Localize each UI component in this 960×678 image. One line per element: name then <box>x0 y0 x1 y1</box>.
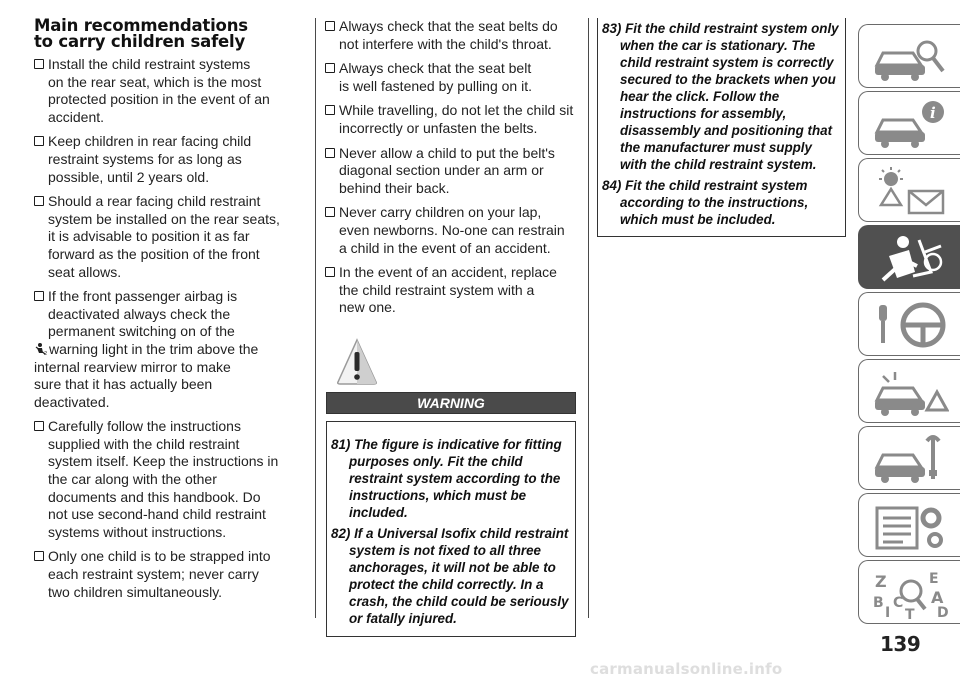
text-line: Always check that the seat belts do <box>339 18 558 34</box>
text-line: In the event of an accident, replace <box>339 264 557 281</box>
page-number: 139 <box>880 632 921 656</box>
checkbox-bullet-icon <box>325 21 334 31</box>
text-line: Install the child restraint systems <box>48 56 251 72</box>
column-divider-1 <box>315 18 316 618</box>
text-line: deactivated always check the <box>48 305 231 322</box>
key-steering-wheel-icon <box>869 299 949 351</box>
column-1 <box>34 18 306 608</box>
checkbox-bullet-icon <box>34 551 43 561</box>
text-line: If the front passenger airbag is <box>48 288 238 305</box>
list-item-text <box>339 145 577 198</box>
text-line: a child in the event of an accident. <box>339 239 551 256</box>
svg-text:i: i <box>930 104 936 122</box>
list-item <box>325 264 577 317</box>
text-line: internal rearview mirror to make <box>34 358 231 375</box>
text-line: Always check that the seat belt <box>339 60 532 77</box>
text-line: Should a rear facing child restraint <box>48 193 261 210</box>
text-line: restraint systems for as long as <box>48 150 242 167</box>
text-line <box>34 341 306 359</box>
list-item-text <box>48 56 306 126</box>
car-maintenance-icon <box>869 433 949 485</box>
text-line: it is advisable to position it as far <box>48 228 250 245</box>
list-item <box>34 288 306 411</box>
svg-text:2: 2 <box>44 350 48 356</box>
list-item-text <box>339 18 577 53</box>
alphabetical-index-icon <box>869 567 949 619</box>
warning-lights-message-icon <box>869 165 949 217</box>
section-title-line2: to carry children safely <box>34 32 246 51</box>
text-line: While travelling, do not let the child sit <box>339 102 574 119</box>
note-item: 82) If a Universal Isofix child restraint system is not fixed to all three anchorages, it will not be able to protect the child correctly. In a crash, the child could be seriously or fatally injured. <box>331 526 569 626</box>
text-line: the child restraint system with a <box>339 281 535 298</box>
warning-notes-list <box>331 436 571 627</box>
text-line: Never allow a child to put the belt's <box>339 144 555 161</box>
list-item <box>34 418 306 541</box>
technical-data-icon <box>869 500 949 552</box>
list-item-text <box>48 133 306 186</box>
car-breakdown-icon <box>869 366 949 418</box>
column-2 <box>325 18 577 324</box>
watermark: carmanualsonline.info <box>590 660 783 678</box>
text-line: two children simultaneously. <box>48 583 223 600</box>
svg-text:C: C <box>893 595 904 611</box>
list-item-text <box>339 264 577 317</box>
text-line: incorrectly or unfasten the belts. <box>339 119 538 136</box>
chapter-tab[interactable] <box>858 225 960 289</box>
text-line: behind their back. <box>339 179 450 196</box>
text-line: not interfere with the child's throat. <box>339 35 552 52</box>
text-line: supplied with the child restraint <box>48 435 240 452</box>
list-item <box>325 60 577 95</box>
chapter-tab[interactable] <box>858 493 960 557</box>
text-line: Carefully follow the instructions <box>48 418 241 435</box>
text-line: systems without instructions. <box>48 523 227 540</box>
text-line: diagonal section under an arm or <box>339 162 544 179</box>
checkbox-bullet-icon <box>325 148 334 158</box>
checkbox-bullet-icon <box>34 421 43 431</box>
warning-triangle-icon <box>336 338 378 386</box>
text-line: not use second-hand child restraint <box>48 506 266 523</box>
warning-header: WARNING <box>326 392 576 414</box>
svg-text:E: E <box>929 571 939 587</box>
text-line: Only one child is to be strapped into <box>48 548 271 565</box>
checkbox-bullet-icon <box>34 136 43 146</box>
text-line: documents and this handbook. Do <box>48 488 261 505</box>
list-item-text <box>34 288 306 411</box>
passenger-airbag-off-icon <box>34 342 48 356</box>
recommendations-list-2 <box>325 18 577 317</box>
airbag-seatbelt-icon <box>869 232 949 284</box>
checkbox-bullet-icon <box>325 63 334 73</box>
text-line: seat allows. <box>48 263 122 280</box>
svg-text:B: B <box>873 595 884 611</box>
svg-text:D: D <box>937 605 949 619</box>
text-line: protected position in the event of an <box>48 91 270 108</box>
text-line: Keep children in rear facing child <box>48 133 252 150</box>
chapter-tab[interactable] <box>858 158 960 222</box>
list-item <box>325 204 577 257</box>
list-item-text <box>48 548 306 601</box>
checkbox-bullet-icon <box>325 105 334 115</box>
list-item-text <box>339 60 577 95</box>
checkbox-bullet-icon <box>34 291 43 301</box>
chapter-tab[interactable] <box>858 560 960 624</box>
svg-text:I: I <box>885 605 891 619</box>
chapter-tab[interactable] <box>858 24 960 88</box>
list-item <box>325 18 577 53</box>
warning-box <box>326 421 576 637</box>
svg-text:A: A <box>931 588 944 607</box>
list-item-text <box>48 418 306 541</box>
list-item-text <box>339 102 577 137</box>
section-title <box>34 18 306 50</box>
text-line: forward as the position of the front <box>48 245 260 262</box>
notes-list <box>602 20 841 228</box>
note-item: 81) The figure is indicative for fitting purposes only. Fit the child restraint system according to the instructions, which must be included. <box>331 437 562 520</box>
checkbox-bullet-icon <box>34 196 43 206</box>
checkbox-bullet-icon <box>325 207 334 217</box>
text-line: is well fastened by pulling on it. <box>339 77 532 94</box>
text-line: deactivated. <box>34 393 110 410</box>
recommendations-list-1 <box>34 56 306 601</box>
svg-text:Z: Z <box>875 572 887 591</box>
list-item-text <box>339 204 577 257</box>
list-item <box>34 133 306 186</box>
list-item <box>325 145 577 198</box>
text-line-after-icon: warning light in the trim above the <box>49 340 259 357</box>
section-title-line1: Main recommendations <box>34 16 248 35</box>
svg-text:T: T <box>905 607 915 619</box>
text-line: system be installed on the rear seats, <box>48 210 280 227</box>
text-line: on the rear seat, which is the most <box>48 73 262 90</box>
list-item-text <box>48 193 306 281</box>
text-line: system itself. Keep the instructions in <box>48 453 279 470</box>
chapter-tab[interactable] <box>858 426 960 490</box>
checkbox-bullet-icon <box>325 267 334 277</box>
chapter-tab[interactable] <box>858 359 960 423</box>
text-line: even newborns. No-one can restrain <box>339 221 565 238</box>
list-item <box>34 56 306 126</box>
text-line: the car along with the other <box>48 471 217 488</box>
chapter-tab[interactable] <box>858 91 960 155</box>
list-item <box>325 102 577 137</box>
list-item <box>34 193 306 281</box>
checkbox-bullet-icon <box>34 59 43 69</box>
notes-box <box>597 18 846 237</box>
car-info-icon <box>869 98 949 150</box>
chapter-tab[interactable] <box>858 292 960 356</box>
column-divider-2 <box>588 18 589 618</box>
text-line: new one. <box>339 299 396 316</box>
car-search-icon <box>869 31 949 83</box>
text-line: accident. <box>48 108 105 125</box>
text-line: Never carry children on your lap, <box>339 204 542 221</box>
text-line: each restraint system; never carry <box>48 566 259 583</box>
text-line: sure that it has actually been <box>34 376 213 393</box>
note-item: 83) Fit the child restraint system only when the car is stationary. The child restraint system is correctly secured to the brackets when you hear the click. Follow the instructions for assembly, disassembly and positioning that the manufacturer must supply with the child restraint system. <box>602 21 839 172</box>
list-item <box>34 548 306 601</box>
note-item: 84) Fit the child restraint system according to the instructions, which must be included. <box>602 178 809 227</box>
text-line: possible, until 2 years old. <box>48 168 210 185</box>
text-line: permanent switching on of the <box>48 323 235 340</box>
